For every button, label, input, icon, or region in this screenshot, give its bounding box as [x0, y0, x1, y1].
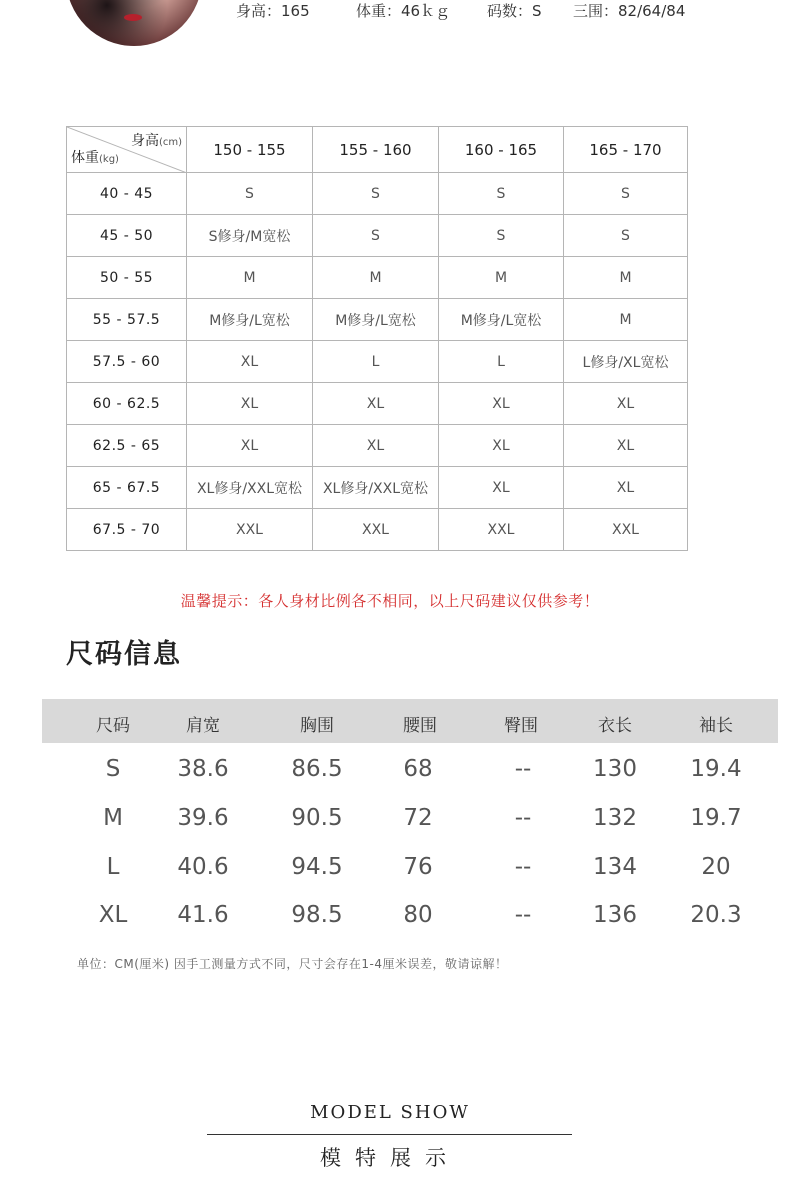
measurement-cell: 20.3	[690, 902, 742, 928]
measurement-cell: --	[514, 756, 532, 782]
measurement-cell: --	[514, 805, 532, 831]
measurement-cell: 40.6	[177, 854, 229, 880]
height-range-header: 150 - 155	[187, 127, 313, 173]
size-cell: XXL	[439, 509, 564, 551]
height-range-header: 160 - 165	[439, 127, 564, 173]
measurement-cell: 68	[403, 756, 433, 782]
measurement-cell: 132	[593, 805, 637, 831]
weight-axis-label: 体重(kg)	[71, 150, 119, 166]
measurement-row	[42, 894, 778, 942]
weight-range-cell: 62.5 - 65	[67, 425, 187, 467]
table-row	[67, 215, 688, 257]
measurement-header: 衣长	[598, 716, 632, 736]
model-show-subtitle: 模特展示	[320, 1146, 460, 1170]
measurement-cell: 94.5	[291, 854, 343, 880]
size-info-title: 尺码信息	[66, 639, 182, 670]
model-size: 码数：S	[487, 2, 542, 20]
measurement-cell: S	[105, 756, 121, 782]
table-row	[67, 173, 688, 215]
weight-range-cell: 57.5 - 60	[67, 341, 187, 383]
size-cell: XL	[313, 425, 439, 467]
weight-range-cell: 55 - 57.5	[67, 299, 187, 341]
measurement-cell: M	[103, 805, 123, 831]
measurement-header: 肩宽	[186, 716, 220, 736]
size-cell: XXL	[564, 509, 688, 551]
size-cell: XL	[564, 467, 688, 509]
weight-range-cell: 60 - 62.5	[67, 383, 187, 425]
measurement-cell: 134	[593, 854, 637, 880]
measurement-cell: 90.5	[291, 805, 343, 831]
size-cell: S	[187, 173, 313, 215]
table-row	[67, 341, 688, 383]
table-row	[67, 425, 688, 467]
measurement-unit-note: 单位：CM(厘米) 因手工测量方式不同，尺寸会存在1-4厘米误差，敬请谅解！	[77, 957, 508, 971]
size-cell: S	[564, 215, 688, 257]
size-cell: S修身/M宽松	[187, 215, 313, 257]
size-cell: S	[313, 215, 439, 257]
table-header-row	[67, 127, 688, 173]
measurement-cell: 19.7	[690, 805, 742, 831]
model-weight: 体重：46ｋｇ	[356, 2, 451, 20]
measurement-row	[42, 797, 778, 845]
size-cell: S	[564, 173, 688, 215]
size-cell: M	[439, 257, 564, 299]
model-show-title: MODEL SHOW	[310, 1102, 470, 1123]
size-cell: XL	[187, 383, 313, 425]
measurement-header-row	[42, 699, 778, 743]
size-cell: L修身/XL宽松	[564, 341, 688, 383]
size-cell: S	[439, 173, 564, 215]
weight-range-cell: 45 - 50	[67, 215, 187, 257]
measurement-cell: --	[514, 902, 532, 928]
size-cell: M修身/L宽松	[439, 299, 564, 341]
measurement-header: 臀围	[504, 716, 538, 736]
size-cell: XL	[564, 425, 688, 467]
measurement-cell: 41.6	[177, 902, 229, 928]
measurement-cell: XL	[98, 902, 128, 928]
size-cell: L	[313, 341, 439, 383]
height-range-header: 165 - 170	[564, 127, 688, 173]
measurement-cell: --	[514, 854, 532, 880]
height-range-header: 155 - 160	[313, 127, 439, 173]
size-cell: M	[564, 299, 688, 341]
table-row	[67, 509, 688, 551]
size-cell: XL	[564, 383, 688, 425]
measurement-cell: 39.6	[177, 805, 229, 831]
table-row	[67, 467, 688, 509]
size-cell: XL	[439, 383, 564, 425]
measurement-row	[42, 846, 778, 894]
size-cell: XL	[187, 341, 313, 383]
measurement-cell: 72	[403, 805, 433, 831]
size-cell: XL	[439, 425, 564, 467]
measurement-header: 胸围	[300, 716, 334, 736]
size-cell: M	[187, 257, 313, 299]
table-row	[67, 257, 688, 299]
size-cell: M	[564, 257, 688, 299]
weight-range-cell: 40 - 45	[67, 173, 187, 215]
weight-range-cell: 65 - 67.5	[67, 467, 187, 509]
measurement-header: 腰围	[403, 716, 437, 736]
weight-range-cell: 67.5 - 70	[67, 509, 187, 551]
size-cell: M	[313, 257, 439, 299]
size-cell: S	[439, 215, 564, 257]
model-measurements: 三围：82/64/84	[573, 2, 686, 20]
measurement-cell: L	[106, 854, 120, 880]
size-cell: XL	[439, 467, 564, 509]
table-corner-cell	[67, 127, 187, 173]
measurement-cell: 76	[403, 854, 433, 880]
model-avatar	[66, 0, 202, 46]
size-cell: XL修身/XXL宽松	[313, 467, 439, 509]
size-cell: L	[439, 341, 564, 383]
measurement-header: 袖长	[699, 716, 733, 736]
measurement-cell: 19.4	[690, 756, 742, 782]
measurement-header: 尺码	[96, 716, 130, 736]
measurement-cell: 130	[593, 756, 637, 782]
size-cell: XL	[313, 383, 439, 425]
table-row	[67, 383, 688, 425]
measurement-row	[42, 748, 778, 796]
weight-range-cell: 50 - 55	[67, 257, 187, 299]
size-cell: S	[313, 173, 439, 215]
size-tip-notice: 温馨提示：各人身材比例各不相同，以上尺码建议仅供参考！	[180, 592, 600, 610]
size-cell: XL	[187, 425, 313, 467]
measurement-cell: 86.5	[291, 756, 343, 782]
measurement-cell: 98.5	[291, 902, 343, 928]
measurement-cell: 80	[403, 902, 433, 928]
measurement-cell: 136	[593, 902, 637, 928]
size-cell: XXL	[187, 509, 313, 551]
model-height: 身高：165	[236, 2, 310, 20]
size-cell: XL修身/XXL宽松	[187, 467, 313, 509]
table-row	[67, 299, 688, 341]
height-axis-label: 身高(cm)	[130, 133, 182, 149]
size-cell: M修身/L宽松	[187, 299, 313, 341]
size-cell: XXL	[313, 509, 439, 551]
size-cell: M修身/L宽松	[313, 299, 439, 341]
size-recommendation-table	[66, 126, 688, 551]
model-show-divider	[207, 1134, 572, 1135]
measurement-cell: 20	[701, 854, 731, 880]
measurement-cell: 38.6	[177, 756, 229, 782]
